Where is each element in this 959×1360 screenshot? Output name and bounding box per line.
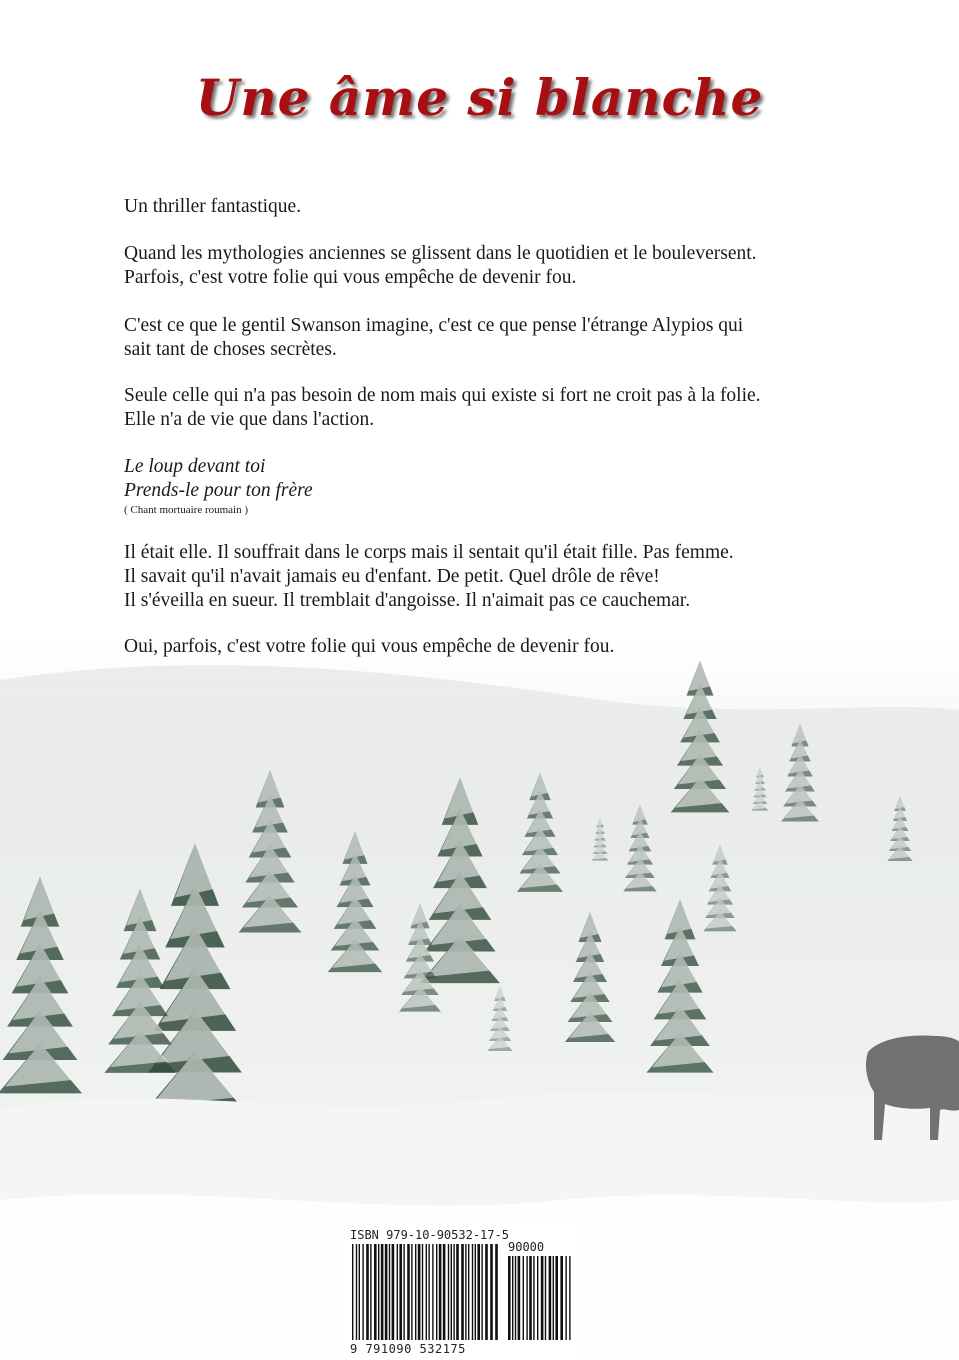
barcode-bar <box>549 1256 552 1340</box>
blurb-paragraph-2 <box>124 242 884 290</box>
blurb-line: Quand les mythologies anciennes se glissent dans le quotidien et le bouleversent. <box>124 243 757 264</box>
epigraph-line-1: Le loup devant toi <box>124 456 266 477</box>
barcode-bar <box>443 1244 446 1340</box>
blurb-line: Elle n'a de vie que dans l'action. <box>124 409 375 430</box>
barcode-bar <box>392 1244 395 1340</box>
blurb-line: Parfois, c'est votre folie qui vous empêche de devenir fou. <box>124 267 577 288</box>
barcode-bar <box>475 1244 476 1340</box>
barcode-digits: 9 791090 532175 <box>350 1342 466 1356</box>
barcode-bar <box>359 1244 360 1340</box>
barcode-bar <box>533 1256 534 1340</box>
isbn-text: ISBN 979-10-90532-17-5 <box>350 1228 509 1242</box>
barcode-bar <box>456 1244 459 1340</box>
epigraph-source: ( Chant mortuaire roumain ) <box>124 504 249 516</box>
barcode-bar <box>512 1256 513 1340</box>
barcode-bar <box>403 1244 404 1340</box>
blurb-paragraph-3 <box>124 314 884 362</box>
barcode-bar <box>490 1244 493 1340</box>
barcode-bar <box>439 1244 442 1340</box>
barcode-bar <box>411 1244 412 1340</box>
barcode-bar <box>399 1244 402 1340</box>
barcode-bar <box>385 1244 388 1340</box>
barcode-bar <box>432 1244 433 1340</box>
barcode-bar <box>555 1256 558 1340</box>
blurb-line: C'est ce que le gentil Swanson imagine, c'est ce que pense l'étrange Alypios qui <box>124 315 744 336</box>
barcode-bar <box>481 1244 482 1340</box>
barcode-bar <box>374 1244 377 1340</box>
barcode-bar <box>508 1256 511 1340</box>
isbn-barcode <box>340 1224 580 1360</box>
excerpt-line: Il était elle. Il souffrait dans le corps mais il sentait qu'il était fille. Pas femme. <box>124 542 734 563</box>
barcode-bar <box>523 1256 524 1340</box>
blurb-line: Un thriller fantastique. <box>124 196 302 217</box>
closing-text: Oui, parfois, c'est votre folie qui vous empêche de devenir fou. <box>124 636 615 657</box>
barcode-bar <box>485 1244 488 1340</box>
barcode-bar <box>362 1244 363 1340</box>
barcode-bar <box>378 1244 379 1340</box>
barcode-bar <box>569 1256 570 1340</box>
barcode-bar <box>461 1244 464 1340</box>
barcode-bar <box>415 1244 416 1340</box>
epigraph-line-2: Prends-le pour ton frère <box>124 480 313 501</box>
barcode-bar <box>529 1256 532 1340</box>
barcode-bar <box>370 1244 371 1340</box>
excerpt <box>124 541 884 613</box>
barcode-bar <box>495 1244 498 1340</box>
barcode-bar <box>545 1256 546 1340</box>
price-code: 90000 <box>508 1240 545 1254</box>
blurb-line: Seule celle qui n'a pas besoin de nom mais qui existe si fort ne croit pas à la folie. <box>124 385 761 406</box>
barcode-bar <box>518 1256 521 1340</box>
book-title: Une âme si blanche <box>195 68 764 127</box>
barcode-bar <box>565 1256 566 1340</box>
barcode-bar <box>553 1256 554 1340</box>
barcode-bar <box>436 1244 437 1340</box>
barcode-bars <box>340 1224 580 1360</box>
barcode-bar <box>537 1256 538 1340</box>
epigraph <box>124 455 884 517</box>
barcode-bar <box>453 1244 454 1340</box>
barcode-bar <box>448 1244 449 1340</box>
barcode-bar <box>389 1244 390 1340</box>
barcode-bar <box>468 1244 469 1340</box>
excerpt-line: Il s'éveilla en sueur. Il tremblait d'angoisse. Il n'aimait pas ce cauchemar. <box>124 590 691 611</box>
excerpt-line: Il savait qu'il n'avait jamais eu d'enfant. De petit. Quel drôle de rêve! <box>124 566 660 587</box>
barcode-bar <box>356 1244 357 1340</box>
barcode-bar <box>352 1244 353 1340</box>
barcode-bar <box>366 1244 369 1340</box>
barcode-bar <box>381 1244 384 1340</box>
barcode-bar <box>418 1244 421 1340</box>
blurb-intro <box>124 195 884 219</box>
barcode-bar <box>526 1256 527 1340</box>
barcode-bar <box>397 1244 398 1340</box>
barcode-bar <box>515 1256 516 1340</box>
barcode-bar <box>422 1244 423 1340</box>
barcode-bar <box>426 1244 427 1340</box>
blurb-paragraph-4 <box>124 384 884 432</box>
barcode-bar <box>451 1244 452 1340</box>
barcode-bar <box>428 1244 429 1340</box>
barcode-bar <box>407 1244 410 1340</box>
barcode-bar <box>472 1244 473 1340</box>
closing-line <box>124 635 884 659</box>
blurb-line: sait tant de choses secrètes. <box>124 339 337 360</box>
barcode-bar <box>541 1256 544 1340</box>
barcode-bar <box>560 1256 563 1340</box>
barcode-bar <box>465 1244 466 1340</box>
barcode-bar <box>477 1244 480 1340</box>
